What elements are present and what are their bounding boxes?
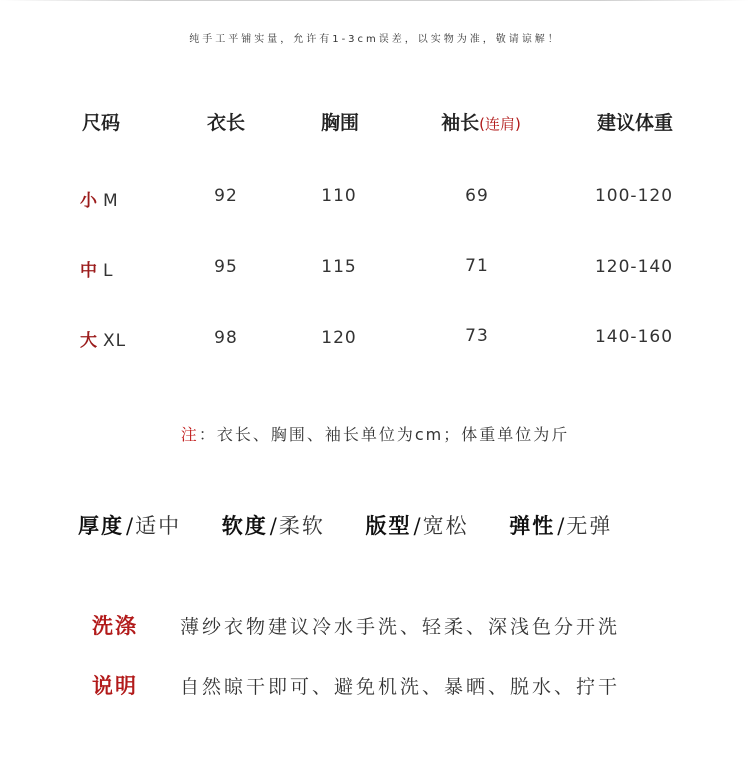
header-weight: 建议体重 — [596, 112, 674, 134]
measurement-disclaimer: 纯手工平铺实量，允许有1-3cm误差，以实物为准，敬请谅解！ — [189, 34, 561, 45]
bust-value: 115 — [321, 257, 357, 277]
length-value: 98 — [214, 328, 238, 348]
wash-text: 薄纱衣物建议冷水手洗、轻柔、深浅色分开洗 — [180, 616, 621, 638]
property-value: 无弹 — [566, 514, 613, 538]
sleeve-value: 69 — [465, 186, 489, 206]
wash-instructions — [92, 610, 620, 640]
length-value: 95 — [214, 257, 238, 277]
top-divider — [0, 0, 750, 1]
footnote-text: ：衣长、胸围、袖长单位为cm；体重单位为斤 — [198, 425, 570, 444]
slash: / — [413, 514, 421, 538]
size-cell-l — [80, 256, 113, 281]
header-sleeve — [441, 108, 521, 135]
property-key: 厚度 — [78, 513, 124, 538]
fabric-properties — [78, 510, 646, 540]
header-bust: 胸围 — [320, 112, 360, 134]
note-label: 说明 — [92, 673, 138, 698]
care-note — [92, 670, 620, 700]
slash: / — [269, 514, 277, 538]
weight-value: 100-120 — [594, 186, 674, 206]
sleeve-value: 73 — [465, 326, 489, 346]
property-key: 软度 — [221, 513, 268, 538]
property-softness — [222, 510, 325, 540]
property-value: 宽松 — [422, 514, 469, 538]
property-value: 适中 — [135, 514, 182, 538]
footnote-label: 注 — [180, 425, 199, 444]
property-fit — [366, 510, 469, 540]
property-key: 弹性 — [509, 513, 556, 538]
bust-value: 110 — [321, 186, 357, 206]
header-length: 衣长 — [206, 112, 246, 134]
size-cn: 大 — [80, 331, 97, 351]
header-sleeve-label: 袖长 — [441, 112, 480, 134]
weight-value: 120-140 — [594, 257, 674, 277]
size-cn: 小 — [80, 191, 97, 211]
note-text: 自然晾干即可、避免机洗、暴晒、脱水、拧干 — [180, 676, 621, 698]
property-thickness — [78, 510, 181, 540]
slash: / — [557, 514, 565, 538]
bust-value: 120 — [321, 328, 357, 348]
size-cell-xl — [80, 326, 126, 351]
size-cn: 中 — [80, 261, 97, 281]
property-elasticity — [509, 510, 612, 540]
property-value: 柔软 — [278, 514, 325, 538]
sleeve-value: 71 — [465, 256, 489, 276]
unit-footnote — [0, 422, 750, 445]
weight-value: 140-160 — [594, 327, 674, 347]
size-en: L — [103, 261, 114, 281]
length-value: 92 — [214, 186, 238, 206]
size-cell-m — [80, 186, 119, 211]
header-sleeve-note: (连肩) — [479, 115, 521, 133]
header-size: 尺码 — [81, 112, 121, 134]
property-key: 版型 — [365, 513, 412, 538]
size-en: XL — [103, 331, 127, 351]
slash: / — [126, 514, 134, 538]
wash-label: 洗涤 — [92, 613, 138, 638]
size-en: M — [103, 191, 119, 211]
